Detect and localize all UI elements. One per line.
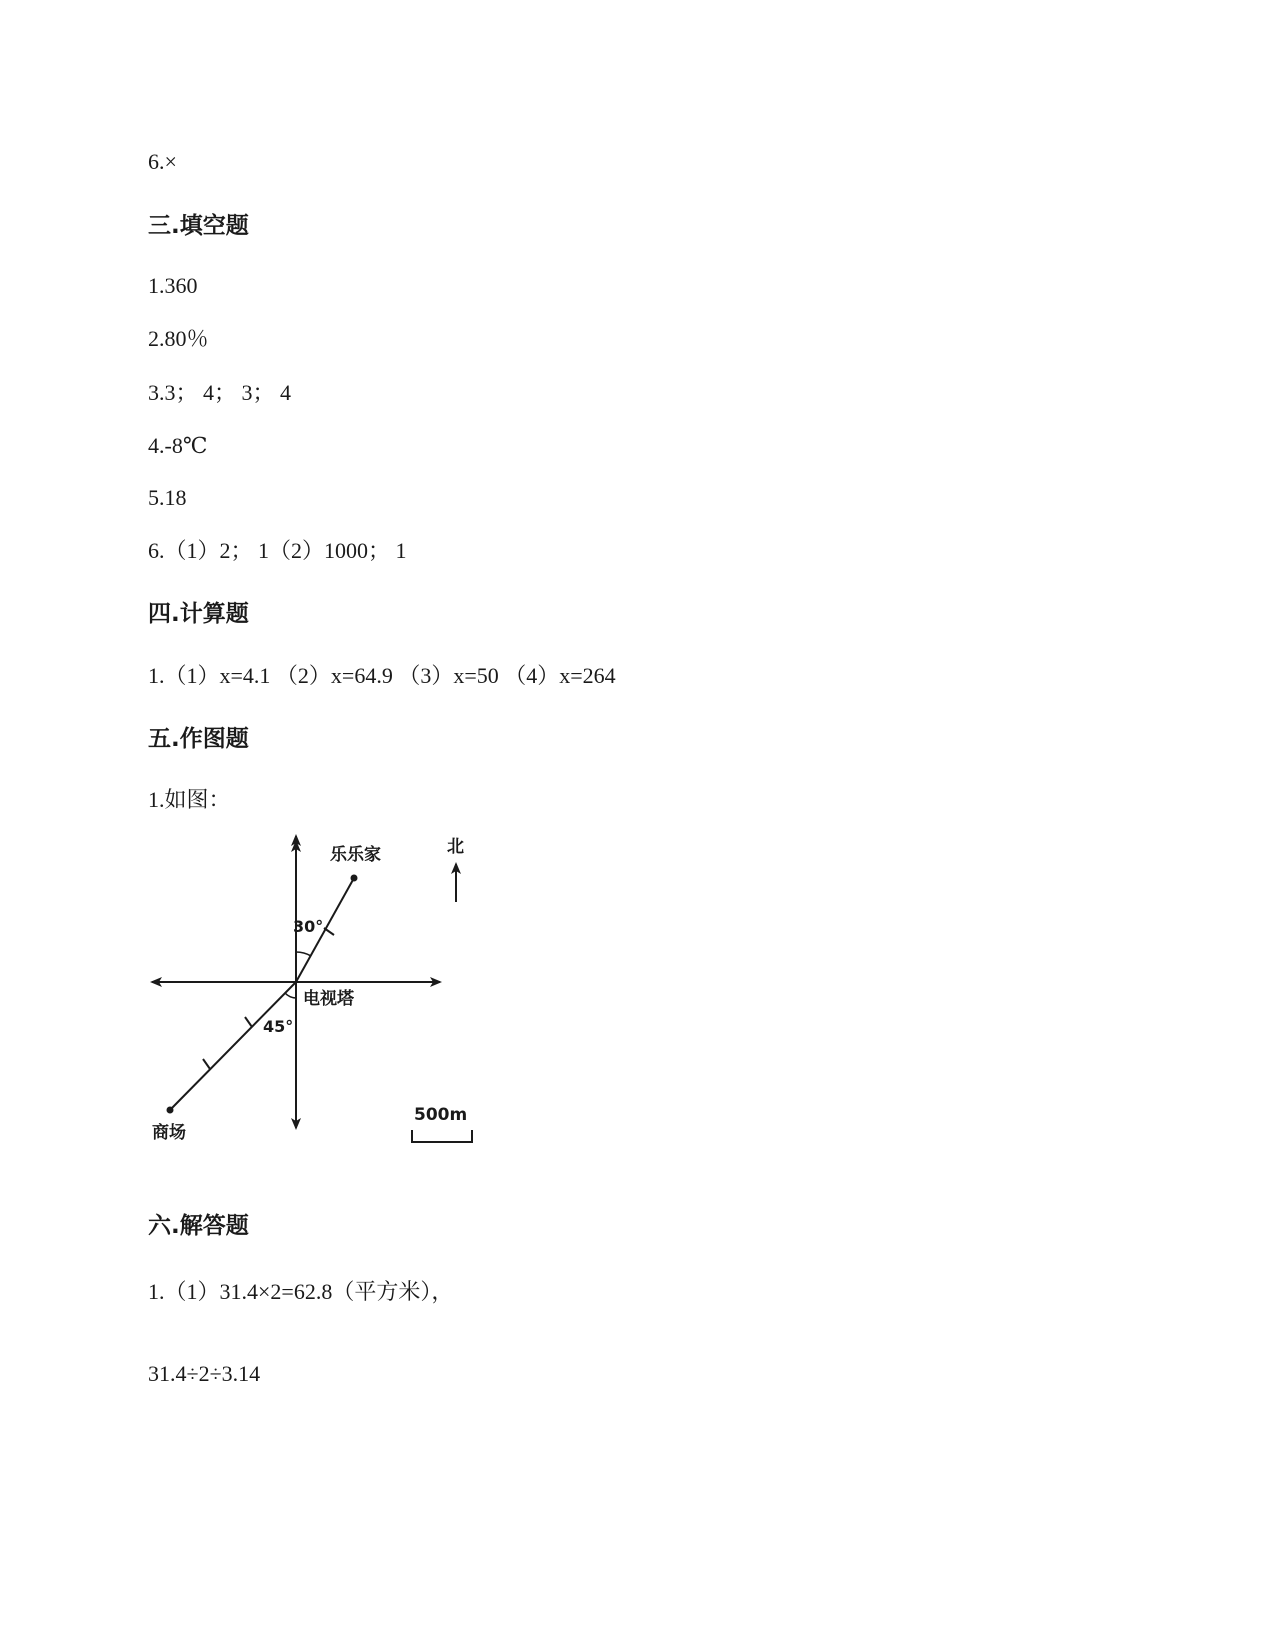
scale-label: 500m bbox=[414, 1105, 468, 1125]
home-point bbox=[351, 875, 358, 882]
mall-point bbox=[167, 1107, 174, 1114]
mall-label: 商场 bbox=[152, 1123, 186, 1143]
answer-solution-1: 1.（1）31.4×2=62.8（平方米）， bbox=[148, 1279, 454, 1304]
north-label: 北 bbox=[447, 837, 464, 857]
angle-30-label: 30° bbox=[293, 917, 324, 936]
home-tick bbox=[324, 928, 334, 935]
answer-fill-3: 3.3； 4； 3； 4 bbox=[148, 380, 292, 405]
mall-direction-line bbox=[170, 982, 296, 1110]
angle-45-label: 45° bbox=[263, 1017, 294, 1036]
mall-tick-1 bbox=[245, 1017, 252, 1027]
angle-arc-30 bbox=[296, 952, 311, 956]
answer-fill-6: 6.（1）2； 1（2）1000； 1 bbox=[148, 538, 407, 563]
mall-tick-2 bbox=[203, 1059, 210, 1069]
section-heading-solution: 六.解答题 bbox=[148, 1213, 249, 1239]
direction-diagram bbox=[148, 837, 508, 1205]
answer-fill-4: 4.-8℃ bbox=[148, 433, 208, 458]
tower-label: 电视塔 bbox=[303, 989, 354, 1009]
answer-fill-1: 1.360 bbox=[148, 273, 198, 298]
angle-arc-45 bbox=[285, 993, 296, 998]
answer-solution-1-step-2: 31.4÷2÷3.14 bbox=[148, 1361, 261, 1386]
section-heading-fill-blank: 三.填空题 bbox=[148, 213, 249, 239]
home-label: 乐乐家 bbox=[330, 845, 381, 865]
section-heading-drawing: 五.作图题 bbox=[148, 726, 249, 752]
scale-bar bbox=[412, 1130, 472, 1142]
section-heading-calculation: 四.计算题 bbox=[148, 601, 249, 627]
answer-judge-6: 6.× bbox=[148, 149, 177, 174]
answer-fill-2: 2.80％ bbox=[148, 326, 209, 351]
answer-draw-1: 1.如图： bbox=[148, 787, 231, 812]
answer-calc-1: 1.（1）x=4.1 （2）x=64.9 （3）x=50 （4）x=264 bbox=[148, 663, 616, 688]
answer-fill-5: 5.18 bbox=[148, 485, 187, 510]
